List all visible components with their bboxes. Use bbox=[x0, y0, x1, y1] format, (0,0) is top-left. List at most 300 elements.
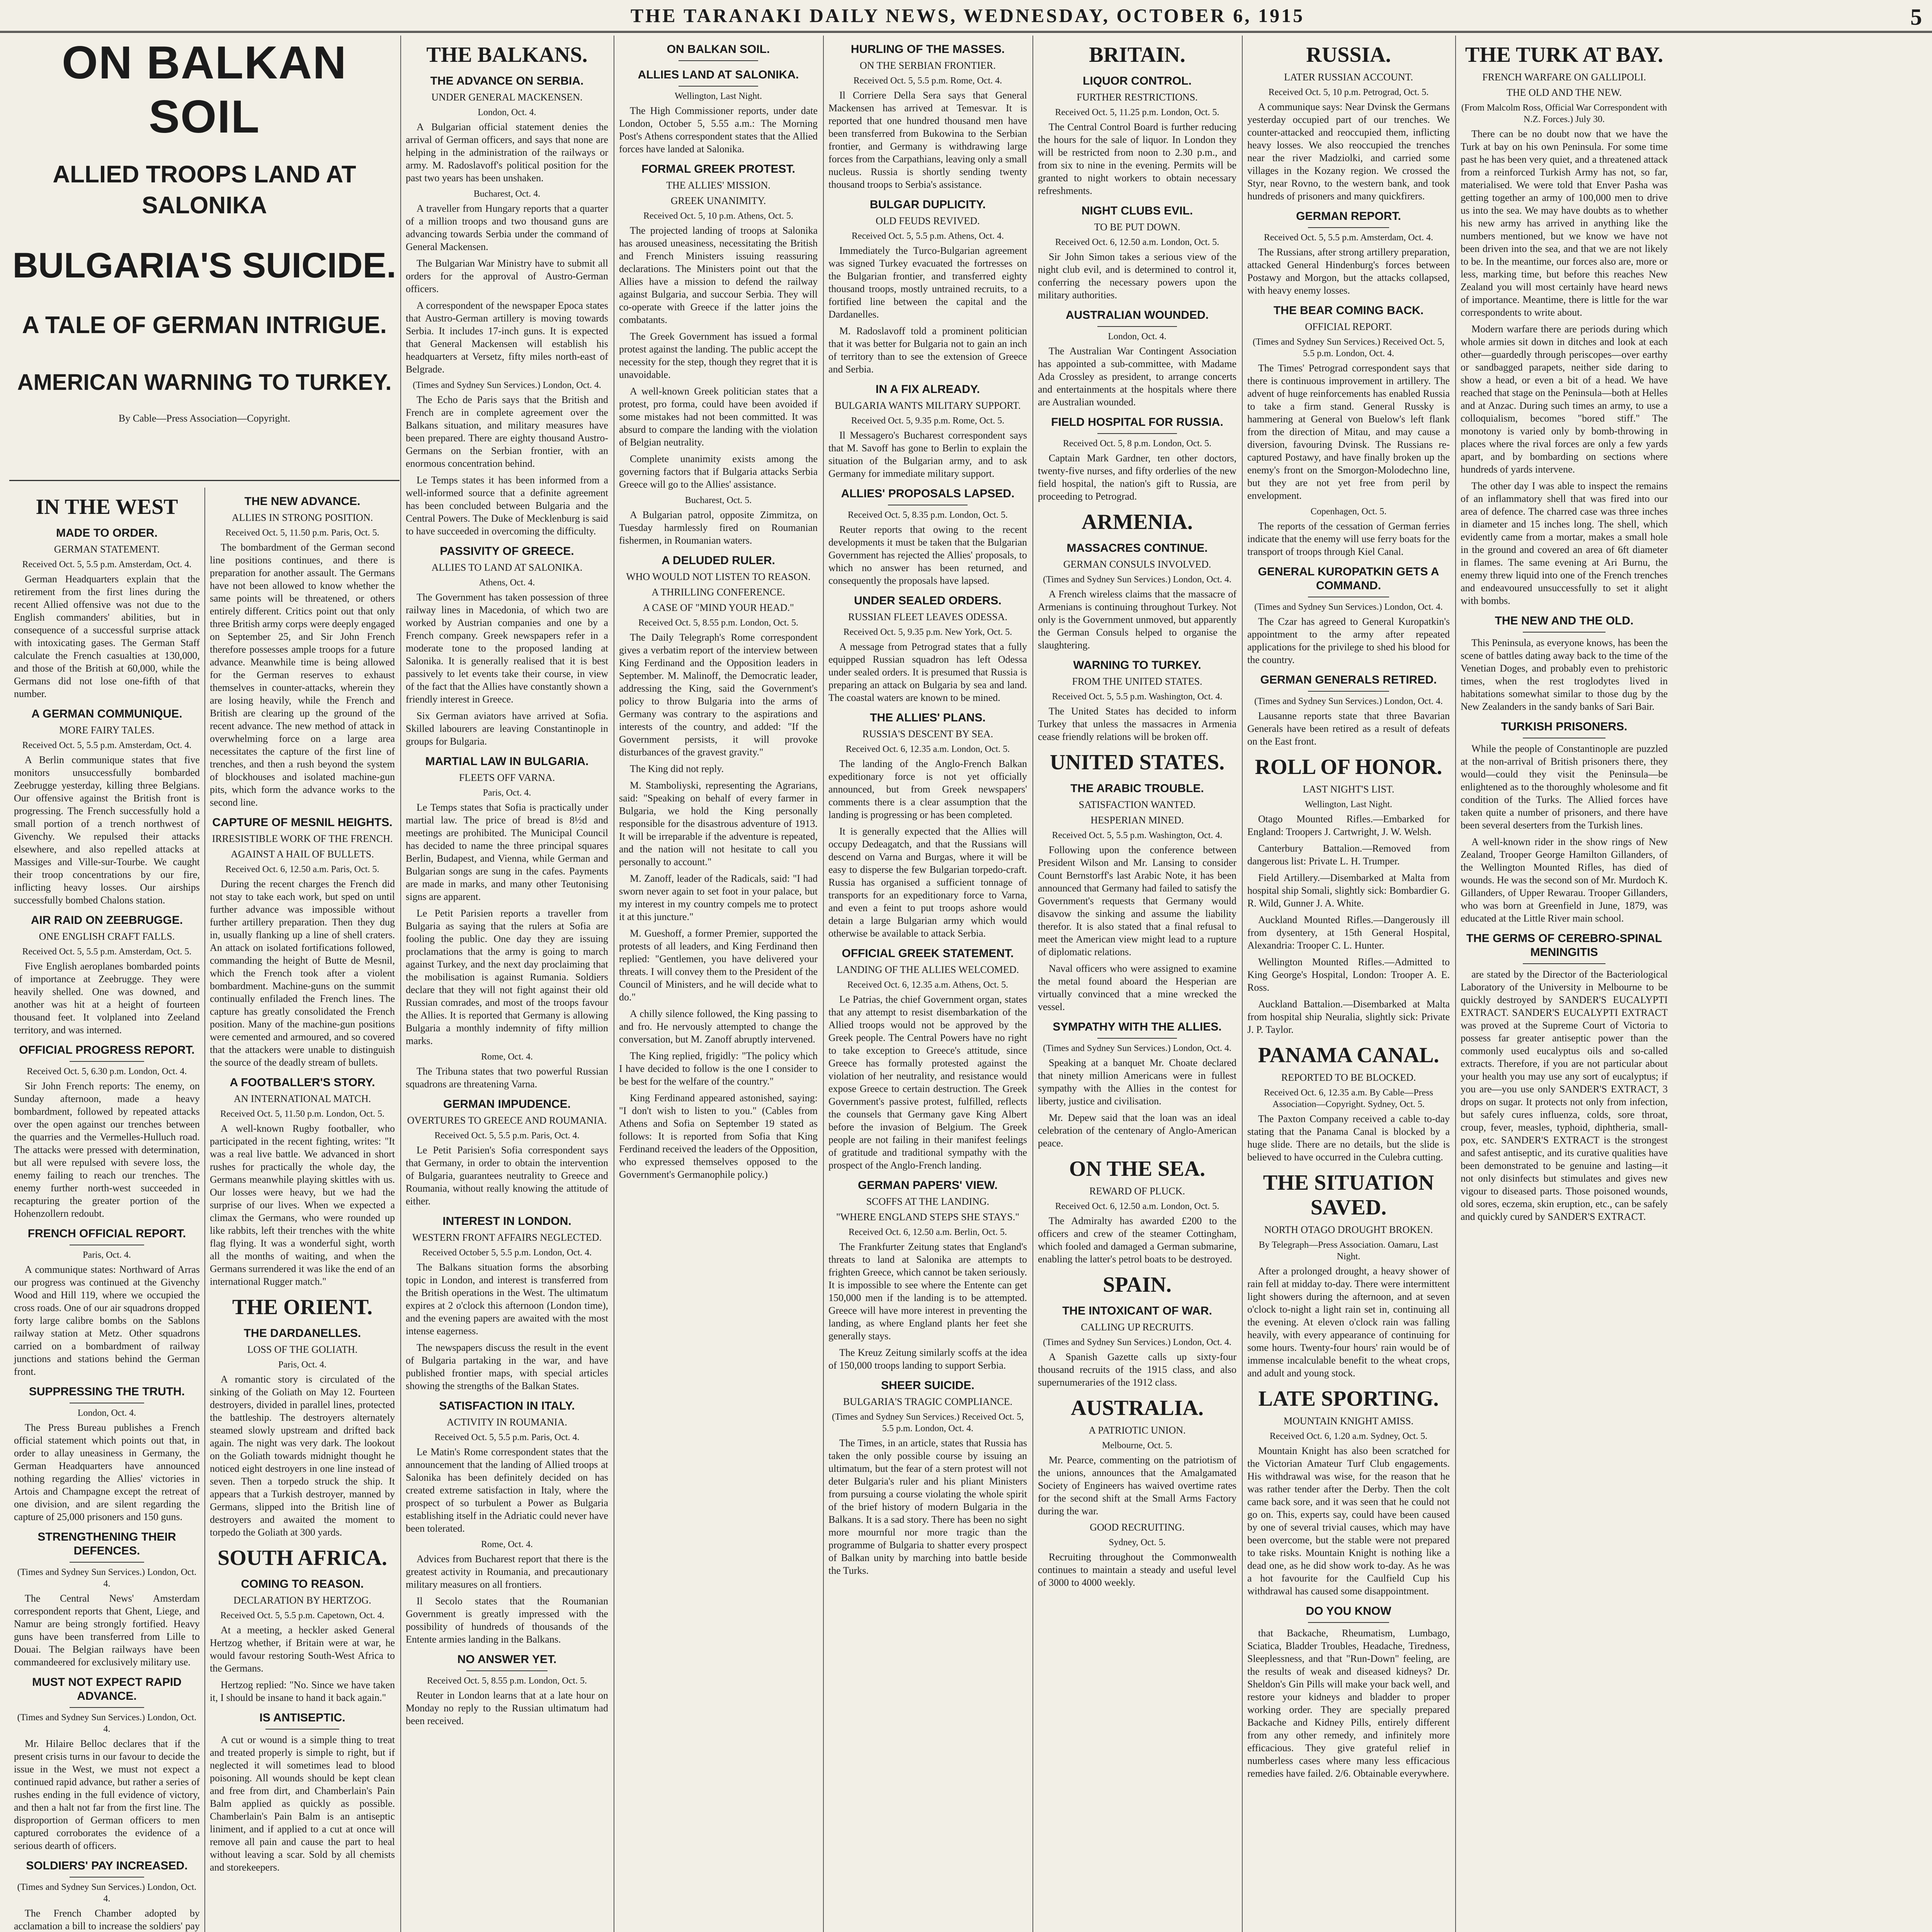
article-dateline: Received Oct. 5, 11.50 p.m. London, Oct. 5. bbox=[220, 1109, 385, 1119]
article-paragraph: King Ferdinand appeared astonished, saying: "I don't wish to listen to you." (Cables from Athens and Sofia on September 19 stated as follows: It is reported from Sofia that King Ferdinand received the leaders of the Opposition, who expressed themselves opposed to the Government's Germanophile policy.) bbox=[619, 1092, 818, 1180]
article-paragraph: Canterbury Battalion.—Removed from dangerous list: Private L. H. Trumper. bbox=[1247, 843, 1450, 867]
article-dateline: Sydney, Oct. 5. bbox=[1109, 1537, 1166, 1548]
article-subhead: RUSSIAN FLEET LEAVES ODESSA. bbox=[848, 611, 1008, 622]
article-headline: IN A FIX ALREADY. bbox=[875, 383, 980, 396]
article-headline: THE NEW AND THE OLD. bbox=[1495, 614, 1634, 627]
section-heading: SOUTH AFRICA. bbox=[218, 1546, 387, 1570]
article-dateline: By Telegraph—Press Association. Oamaru, Last Night. bbox=[1259, 1240, 1439, 1262]
article-paragraph: M. Stamboliyski, representing the Agrarians, said: "Speaking on behalf of every farmer in Bulgaria, we hold the King personally responsible for the disastrous adventure of 1913. It will be irreparable if the adventure is repeated, and the nation will not hesitate to call you personally to account." bbox=[619, 780, 818, 867]
article-headline: GERMAN GENERALS RETIRED. bbox=[1260, 673, 1437, 686]
lead-subhead-1: ALLIED TROOPS LAND AT SALONIKA bbox=[53, 161, 356, 219]
article-paragraph: The Paxton Company received a cable to-day stating that the Panama Canal is blocked by a huge slide. There are no details, but the slide is believed to have occurred in the Culebra cutting. bbox=[1247, 1113, 1450, 1163]
divider bbox=[70, 1562, 144, 1563]
divider bbox=[466, 1670, 548, 1671]
article-paragraph: Mr. Depew said that the loan was an ideal celebration of the centenary of Anglo-American peace. bbox=[1038, 1112, 1236, 1149]
article-headline: SHEER SUICIDE. bbox=[881, 1379, 975, 1392]
article-dateline: Received Oct. 6, 12.35 a.m. Athens, Oct. 5. bbox=[847, 980, 1009, 990]
article-subhead: OFFICIAL REPORT. bbox=[1305, 321, 1392, 332]
article-paragraph: German Headquarters explain that the retirement from the first lines during the recent Allied offensive was not due to the English commanders' abilities, but in consequence of a successful surprise attack with intoxicating gases. The German Staff calculate the French casualties at 130,000, and those of the British at 60,000, while the Germans did not lose one-fifth of that number. bbox=[14, 573, 200, 699]
article-paragraph: The other day I was able to inspect the remains of an inflammatory shell that was fired into our area of defence. The charred case was three inches in diameter and 15 inches long. The shell, which evidently came from a mortar, makes a small hole in the ground and covered an area of 6ft diameter in flames. The same evening at Ari Burnu, the enemy threw liquid into one of the French trenches and endeavoured unsuccessfully to set it alight with bombs. bbox=[1461, 480, 1668, 606]
section-heading: UNITED STATES. bbox=[1049, 750, 1225, 774]
article-dateline: Received Oct. 5, 11.25 p.m. London, Oct. 5. bbox=[1055, 107, 1219, 117]
article-headline: A DELUDED RULER. bbox=[662, 554, 775, 567]
article-dateline: Received October 5, 5.5 p.m. London, Oct. 4. bbox=[422, 1248, 592, 1258]
article-dateline: Received Oct. 5, 5.5 p.m. Washington, Oct. 4. bbox=[1052, 830, 1223, 840]
article-paragraph: A Bulgarian official statement denies the arrival of German officers, and says that none are helping in the administration of the railways or army. M. Radoslavoff's political position for the past two years has been unshaken. bbox=[406, 121, 608, 184]
article-dateline: Received Oct. 6, 12.35 a.m. London, Oct. 5. bbox=[845, 744, 1010, 754]
article-headline: IS ANTISEPTIC. bbox=[259, 1711, 345, 1724]
article-headline: A FOOTBALLER'S STORY. bbox=[230, 1076, 375, 1089]
article-paragraph: The Frankfurter Zeitung states that England's threats to land at Salonika are attempts to frighten Greece, which cannot be taken seriously. It is impossible to see where the Entente can get 150,000 men if the landing is to be attempted. Greece will have more interest in preventing the landing, as where England plants her feet she generally stays. bbox=[828, 1241, 1027, 1342]
divider bbox=[1097, 326, 1177, 327]
article-dateline: Received Oct. 5, 9.35 p.m. New York, Oct. 5. bbox=[843, 627, 1012, 637]
article-headline: FIELD HOSPITAL FOR RUSSIA. bbox=[1051, 416, 1223, 429]
article-subhead: THE ALLIES' MISSION. bbox=[666, 180, 770, 191]
article-headline: CAPTURE OF MESNIL HEIGHTS. bbox=[212, 816, 393, 829]
article-headline: GENERAL KUROPATKIN GETS A COMMAND. bbox=[1258, 565, 1439, 592]
article-dateline: Received Oct. 6, 12.50 a.m. London, Oct. 5. bbox=[1055, 237, 1219, 247]
article-subhead: SCOFFS AT THE LANDING. bbox=[866, 1196, 990, 1207]
article-dateline: Bucharest, Oct. 5. bbox=[685, 495, 752, 505]
section-heading: THE BALKANS. bbox=[426, 43, 588, 67]
article-headline: SYMPATHY WITH THE ALLIES. bbox=[1053, 1020, 1222, 1033]
article-subhead: GREEK UNANIMITY. bbox=[670, 195, 766, 206]
article-paragraph: The bombardment of the German second line positions continues, and there is preparation for another assault. The Germans have not been allowed to know whether the same points will be threatened, or others entirely different. Critics point out that only three British army corps were deeply engaged on September 25, and Sir John French therefore possesses ample troops for a future advance. Meanwhile time is being allowed for the German reserves to exhaust themselves in counter-attacks, wherein they are losing heavily, while the French and British are clearing up the ground of the recent advance. The new method of attack in overwhelming force on a large area necessitates the capture of the first line of trenches, and then a rush beyond the system of blockhouses and isolated machine-gun pits, which form the advance works to the second line. bbox=[210, 542, 395, 808]
article-paragraph: Le Patrias, the chief Government organ, states that any attempt to resist disembarkation of the Allied troops would not be approved by the Greek people. The Central Powers have no right to take exception to Greece's attitude, since Greece has formally protested against the violation of her neutrality, and resistance would expose Greece to certain destruction. The Greek Government's passive protest, fulfilled, reflects the counsels that Germany gave King Albert before the invasion of Belgium. The Greek people are not failing in their manifest feelings of gratitude and traditional sympathy with the prospect of the Anglo-French landing. bbox=[828, 994, 1027, 1171]
article-subhead: MORE FAIRY TALES. bbox=[59, 724, 155, 736]
article-paragraph: Speaking at a banquet Mr. Choate declared that ninety million Americans were in fullest sympathy with the Allies in the contest for liberty, justice and civilisation. bbox=[1038, 1057, 1236, 1107]
divider bbox=[1523, 963, 1605, 964]
article-paragraph: It is generally expected that the Allies will occupy Dedeagatch, and that the Russians will descend on Varna and Burgas, where it will be easy to disperse the few Bulgarian torpedo-craft. Russia has organised a sufficient tonnage of transports for an expeditionary force to Varna, and even a feint to put troops ashore would detain a large Bulgarian army which would otherwise be available to attack Serbia. bbox=[828, 826, 1027, 939]
article-dateline: Received Oct. 5, 5.5 p.m. Paris, Oct. 4. bbox=[434, 1131, 580, 1141]
article-subhead: REPORTED TO BE BLOCKED. bbox=[1281, 1072, 1416, 1083]
article-headline: A GERMAN COMMUNIQUE. bbox=[31, 707, 182, 720]
lead-byline: By Cable—Press Association—Copyright. bbox=[118, 413, 291, 424]
article-dateline: (From Malcolm Ross, Official War Correspondent with N.Z. Forces.) July 30. bbox=[1461, 103, 1667, 124]
article-subhead: DECLARATION BY HERTZOG. bbox=[233, 1595, 371, 1606]
divider bbox=[679, 86, 758, 87]
newspaper-page bbox=[9, 36, 1926, 1932]
article-subhead: ALLIES TO LAND AT SALONIKA. bbox=[431, 562, 583, 573]
article-dateline: Received Oct. 5, 9.35 p.m. Rome, Oct. 5. bbox=[851, 416, 1005, 426]
article-subhead: HESPERIAN MINED. bbox=[1090, 815, 1184, 826]
article-dateline: Paris, Oct. 4. bbox=[483, 788, 531, 798]
article-dateline: London, Oct. 4. bbox=[1108, 332, 1167, 342]
article-dateline: London, Oct. 4. bbox=[77, 1408, 136, 1418]
article-dateline: Received Oct. 5, 5.5 p.m. Amsterdam, Oct. 4. bbox=[22, 740, 192, 750]
article-subhead: MOUNTAIN KNIGHT AMISS. bbox=[1283, 1415, 1414, 1427]
article-paragraph: The King replied, frigidly: "The policy which I have decided to follow is the one I consider to be best for the welfare of the country." bbox=[619, 1050, 818, 1087]
article-paragraph: The King did not reply. bbox=[630, 763, 724, 774]
article-paragraph: Le Matin's Rome correspondent states that the announcement that the landing of Allied troops at Salonika has been definitely decided on has created extreme satisfaction in Italy, where the prospect of so turbulent a Power as Bulgaria establishing itself in the Adriatic could never have been tolerated. bbox=[406, 1446, 608, 1534]
article-dateline: Received Oct. 5, 5.5 p.m. Amsterdam, Oct. 5. bbox=[22, 947, 192, 957]
article-headline: LIQUOR CONTROL. bbox=[1083, 75, 1192, 87]
article-paragraph: Captain Mark Gardner, ten other doctors, twenty-five nurses, and fifty orderlies of the new field hospital, the nation's gift to Russia, are proceeding to Petrograd. bbox=[1038, 452, 1236, 502]
article-subhead: CALLING UP RECRUITS. bbox=[1081, 1321, 1194, 1333]
column-1 bbox=[9, 488, 204, 1932]
article-subhead: GERMAN CONSULS INVOLVED. bbox=[1063, 559, 1211, 570]
article-paragraph: There can be no doubt now that we have the Turk at bay on his own Peninsula. For some time past he has been very quiet, and a threatened attack from a reinforced Turkish Army has not, so far, materialised. We were told that Enver Pasha was getting together an army of 100,000 men to drive us into the sea. We may have doubts as to whether his new army has arrived in anything like the numbers mentioned, but we know we have not been driven into the sea, and that we are not likely to be. In the meantime, our forces also are, more or less, marking time, but before this reaches New Zealand you will most certainly have heard news of importance. Meantime, there is little for the war correspondents to write about. bbox=[1461, 128, 1668, 318]
article-paragraph: The Press Bureau publishes a French official statement which points out that, in order to allay uneasiness in Germany, the German Headquarters have announced nothing regarding the Allies' victories in Artois and Champagne except the retreat of one division, and are silent regarding the capture of 25,000 prisoners and 150 guns. bbox=[14, 1422, 200, 1522]
article-headline: ALLIES' PROPOSALS LAPSED. bbox=[841, 487, 1015, 500]
divider bbox=[679, 60, 758, 61]
article-paragraph: Reuter reports that owing to the recent developments it must be taken that the Bulgarian Government has rejected the Allies' proposals, to which no answer has been returned, and consequently the proposals have lapsed. bbox=[828, 524, 1027, 586]
article-paragraph: The Admiralty has awarded £200 to the officers and crew of the steamer Cottingham, which fooled and damaged a German submarine, enabling the latter's petrol boats to be destroyed. bbox=[1038, 1215, 1236, 1265]
article-subhead: LATER RUSSIAN ACCOUNT. bbox=[1284, 71, 1413, 83]
article-paragraph: A communique states: Northward of Arras our progress was continued at the Givenchy Wood and Hill 119, where we occupied the cross roads. One of our air squadrons dropped forty large calibre bombs on the Sablons railway station at Metz. Other squadrons carried on a bombardment of railway junctions and stations behind the German front. bbox=[14, 1264, 200, 1377]
article-headline: DO YOU KNOW bbox=[1306, 1605, 1391, 1617]
article-dateline: Wellington, Last Night. bbox=[674, 91, 762, 101]
article-paragraph: The Tribuna states that two powerful Russian squadrons are threatening Varna. bbox=[406, 1066, 608, 1090]
article-paragraph: This Peninsula, as everyone knows, has been the scene of battles dating away back to the time of the Venetian Doges, and probably even to prehistoric times, when the rest troglodytes lived in habitations somewhat similar to those dug by the New Zealanders in the sandy banks of Sari Bair. bbox=[1461, 637, 1668, 712]
article-dateline: Received Oct. 6, 12.50 a.m. Paris, Oct. 5. bbox=[225, 864, 379, 874]
article-headline: COMING TO REASON. bbox=[241, 1578, 364, 1590]
article-paragraph: Immediately the Turco-Bulgarian agreement was signed Turkey evacuated the fortresses on the Bulgarian frontier, and transferred eighty thousand troops, mostly untrained recruits, to a fortified line between the capital and the Dardanelles. bbox=[828, 245, 1027, 320]
article-dateline: (Times and Sydney Sun Services.) London, Oct. 4. bbox=[1043, 575, 1231, 585]
masthead-title: THE TARANAKI DAILY NEWS, WEDNESDAY, OCTOBER 6, 1915 bbox=[630, 5, 1305, 26]
article-subhead: GERMAN STATEMENT. bbox=[54, 544, 160, 555]
article-dateline: Received Oct. 5, 11.50 p.m. Paris, Oct. 5. bbox=[225, 528, 379, 538]
article-dateline: Received Oct. 5, 5.5 p.m. Washington, Oct. 4. bbox=[1052, 692, 1223, 702]
lead-headline: ON BALKAN SOIL bbox=[62, 37, 347, 143]
article-dateline: (Times and Sydney Sun Services.) London, Oct. 4. bbox=[1254, 696, 1443, 706]
article-paragraph: Le Petit Parisien reports a traveller from Bulgaria as saying that the rulers at Sofia are fooling the public. One day they are issuing proclamations that the army is going to march against Turkey, and the next day proclaiming that the mobilisation is against Rumania. Soldiers declare that they will not fight against their old Russian comrades, and most of the troops favour the Allies. It is reported that Germany is allowing Bulgaria a monthly indemnity of fifty million marks. bbox=[406, 908, 608, 1046]
article-dateline: (Times and Sydney Sun Services.) London, Oct. 4. bbox=[1043, 1337, 1231, 1347]
section-heading: SPAIN. bbox=[1103, 1273, 1172, 1297]
article-dateline: Rome, Oct. 4. bbox=[481, 1052, 533, 1062]
article-headline: SOLDIERS' PAY INCREASED. bbox=[26, 1859, 188, 1872]
divider bbox=[1308, 691, 1389, 692]
article-subhead: OVERTURES TO GREECE AND ROUMANIA. bbox=[407, 1115, 607, 1126]
article-paragraph: Reuter in London learns that at a late hour on Monday no reply to the Russian ultimatum had been received. bbox=[406, 1690, 608, 1726]
section-heading: ROLL OF HONOR. bbox=[1255, 755, 1442, 779]
article-dateline: Received Oct. 5, 5.5 p.m. Paris, Oct. 4. bbox=[434, 1432, 580, 1442]
article-subhead: ON THE SERBIAN FRONTIER. bbox=[860, 60, 996, 71]
article-paragraph: Mr. Hilaire Belloc declares that if the present crisis turns in our favour to decide the issue in the West, we must not expect a continued rapid advance, but rather a series of rushes ending in the full evidence of victory, and then a halt not far from the first line. The disproportion of German officers to men captured corroborates the evidence of a serious dearth of officers. bbox=[14, 1738, 200, 1851]
article-paragraph: M. Radoslavoff told a prominent politician that it was better for Bulgaria not to gain an inch of territory than to see the extension of Greece and Serbia. bbox=[828, 325, 1027, 375]
article-paragraph: A well-known Rugby footballer, who participated in the recent fighting, writes: "It was a real live battle. We advanced in short rushes for practically the whole day, the Germans meanwhile playing skittles with us. Our losses were heavy, but we had the surprise of our lives. When we expected a climax the Germans, who were rounded up like rabbits, left their trenches with the white flag flying. It was a wonderful sight, worth all the months of waiting, and when the Germans surrendered it was like the end of an international Rugger match." bbox=[210, 1123, 395, 1287]
article-dateline: Bucharest, Oct. 4. bbox=[473, 189, 541, 199]
article-paragraph: A chilly silence followed, the King passing to and fro. He nervously attempted to change the conversation, but M. Zanoff abruptly intervened. bbox=[619, 1008, 818, 1045]
article-paragraph: Le Petit Parisien's Sofia correspondent says that Germany, in order to obtain the intervention of Bulgaria, guarantees neutrality to Greece and Roumania, without really knowing the attitude of either. bbox=[406, 1145, 608, 1207]
article-subhead: THE OLD AND THE NEW. bbox=[1506, 87, 1622, 98]
section-heading: IN THE WEST bbox=[36, 495, 178, 519]
article-paragraph: A well-known Greek politician states that a protest, pro forma, could have been avoided if some mistakes had not been committed. It was absurd to compare the landing with the violation of Belgian neutrality. bbox=[619, 386, 818, 448]
article-paragraph: Following upon the conference between President Wilson and Mr. Lansing to consider Count Bernstorff's last Arabic Note, it has been announced that Germany had failed to satisfy the Government's requests that Germany would disavow the sinking and assume the liability therefor. It is also stated that a final refusal to meet the American view might lead to a rupture of diplomatic relations. bbox=[1038, 844, 1236, 957]
article-dateline: Received Oct. 5, 5.5 p.m. Capetown, Oct. 4. bbox=[220, 1611, 384, 1621]
article-subhead: FROM THE UNITED STATES. bbox=[1072, 676, 1202, 687]
article-headline: AUSTRALIAN WOUNDED. bbox=[1066, 309, 1209, 321]
article-paragraph: The Times' Petrograd correspondent says that there is continuous improvement in artillery. The advent of huge reinforcements has enabled Russia to take a firm stand. General Russky is hammering at General von Buelow's left flank from the direction of Mitau, and may cause a diversion, favouring Dvinsk. The Russians re-captured Postawy, and have finally broken up the enemy's front on the Smorgon-Molodechno line, but they are not yet free from peril by envelopment. bbox=[1247, 362, 1450, 501]
article-subhead: IRRESISTIBLE WORK OF THE FRENCH. bbox=[212, 833, 393, 844]
article-paragraph: Il Secolo states that the Roumanian Government is greatly impressed with the possibility of hundreds of thousands of the Entente armies landing in the Balkans. bbox=[406, 1595, 608, 1645]
section-heading: LATE SPORTING. bbox=[1258, 1387, 1439, 1411]
divider bbox=[1097, 433, 1177, 434]
article-subhead: BULGARIA WANTS MILITARY SUPPORT. bbox=[835, 400, 1021, 411]
article-headline: GERMAN PAPERS' VIEW. bbox=[858, 1179, 998, 1192]
article-subhead: REWARD OF PLUCK. bbox=[1089, 1185, 1185, 1197]
article-dateline: Received Oct. 5, 10 p.m. Athens, Oct. 5. bbox=[643, 211, 793, 221]
section-heading: RUSSIA. bbox=[1306, 43, 1391, 67]
article-paragraph: are stated by the Director of the Bacteriological Laboratory of the University in Melbourne to be quickly destroyed by SANDER'S EUCALYPTI EXTRACT. SANDER'S EUCALYPTI EXTRACT was proved at the Supreme Court of Victoria to possess far greater antiseptic power than the commonly used eucalyptus oils and so-called extracts. Therefore, if you are not particular about your health you may use any sort of eucalyptus; if you are—you use only SANDER'S EXTRACT, 3 drops on sugar. It protects not only from infection, but safely cures influenza, colds, sore throat, croup, fever, measles, typhoid, diphtheria, small-pox, etc. SANDER'S EXTRACT is the strongest and safest antiseptic, and its curative qualities have been demonstrated to be genuine and lasting—it not only disinfects but stimulates and gives new vigour to diseased parts. Those poisoned wounds, old sores, eczema, skin eruption, etc., can be safely and quickly cured by SANDER'S EXTRACT. bbox=[1461, 969, 1668, 1222]
article-headline: THE NEW ADVANCE. bbox=[244, 495, 361, 508]
article-headline: ON BALKAN SOIL. bbox=[667, 43, 770, 56]
article-paragraph: The Times, in an article, states that Russia has taken the only possible course by issuing an ultimatum, but the fear of a stern protest will not deter Bulgaria's ruler and his pliant Ministers from pursuing a course violating the whole spirit of the brief history of modern Bulgaria in the Balkans. It is a sad story. There has been no sight more mournful nor more tragic than the programme of Bulgaria to shatter every prospect of Balkan unity by marching into battle beside the Turks. bbox=[828, 1437, 1027, 1576]
article-paragraph: Naval officers who were assigned to examine the metal found aboard the Hesperian are virtually convinced that a mine wrecked the vessel. bbox=[1038, 963, 1236, 1012]
article-dateline: (Times and Sydney Sun Services.) London, Oct. 4. bbox=[17, 1567, 197, 1589]
column-3 bbox=[401, 36, 613, 1932]
article-paragraph: A romantic story is circulated of the sinking of the Goliath on May 12. Fourteen destroyers, divided in parallel lines, protected the battleship. The destroyers alternately steamed slowly upstream and drifted back again. The night was very dark. The lookout on the Goliath towards midnight thought he noticed eight destroyers in one line instead of seven. Then a torpedo struck the ship. It appears that a Turkish destroyer, manned by Germans, slipped into the British line of destroyers and awaited the moment to torpedo the Goliath at 300 yards. bbox=[210, 1374, 395, 1538]
article-paragraph: A Bulgarian patrol, opposite Zimmitza, on Tuesday harmlessly fired on Roumanian fishermen, in Roumanian waters. bbox=[619, 509, 818, 546]
article-paragraph: Auckland Battalion.—Disembarked at Malta from hospital ship Neuralia, slightly sick: Private J. P. Taylor. bbox=[1247, 998, 1450, 1035]
article-paragraph: The Daily Telegraph's Rome correspondent gives a verbatim report of the interview between King Ferdinand and the Opposition leaders in September. M. Malinoff, the Democratic leader, addressing the King, said the Government's policy to throw Bulgaria into the arms of Germany was contrary to the aspirations and interests of the country, and added: "If the Government persists, it will provoke disturbances of the gravest gravity." bbox=[619, 632, 818, 758]
article-headline: NIGHT CLUBS EVIL. bbox=[1081, 204, 1193, 217]
article-paragraph: Field Artillery.—Disembarked at Malta from hospital ship Somali, slightly sick: Bombardier G. R. Wild, Gunner J. A. White. bbox=[1247, 872, 1450, 909]
column-8 bbox=[1456, 36, 1672, 1932]
article-paragraph: A correspondent of the newspaper Epoca states that Austro-German artillery is moving towards Serbia. It includes 17-inch guns. It is expected that General Mackensen will establish his headquarters at Versetz, fifty miles north-east of Belgrade. bbox=[406, 300, 608, 375]
section-heading: ARMENIA. bbox=[1082, 510, 1193, 534]
article-paragraph: Le Temps states it has been informed from a well-informed source that a definite agreement has been concluded between Bulgaria and the Central Powers. The Duke of Mecklenburg is said to have succeeded in overcoming the difficulty. bbox=[406, 474, 608, 537]
article-headline: FORMAL GREEK PROTEST. bbox=[641, 163, 795, 175]
article-subhead: A THRILLING CONFERENCE. bbox=[651, 587, 785, 598]
article-paragraph: The Bulgarian War Ministry have to submit all orders for the approval of Austro-German officers. bbox=[406, 258, 608, 294]
article-dateline: Received Oct. 5, 8.35 p.m. London, Oct. 5. bbox=[848, 510, 1008, 520]
article-headline: SUPPRESSING THE TRUTH. bbox=[29, 1385, 185, 1398]
masthead bbox=[0, 0, 1932, 33]
article-paragraph: The Australian War Contingent Association has appointed a sub-committee, with Madame Ada Crossley as president, to arrange concerts and entertainments at the hospitals where there are Australian wounded. bbox=[1038, 345, 1236, 408]
article-dateline: Wellington, Last Night. bbox=[1304, 799, 1393, 810]
article-subhead: A PATRIOTIC UNION. bbox=[1088, 1425, 1186, 1436]
divider bbox=[1308, 1622, 1389, 1623]
article-headline: OFFICIAL PROGRESS REPORT. bbox=[19, 1044, 195, 1056]
article-paragraph: Complete unanimity exists among the governing factors that if Bulgaria attacks Serbia Greece will go to the Allies' assistance. bbox=[619, 453, 818, 490]
article-headline: MUST NOT EXPECT RAPID ADVANCE. bbox=[32, 1676, 182, 1702]
article-dateline: Received Oct. 5, 5.5 p.m. Athens, Oct. 4. bbox=[852, 231, 1004, 241]
article-paragraph: Mr. Pearce, commenting on the patriotism of the unions, announces that the Amalgamated Society of Engineers has waived overtime rates for the second shift at the Small Arms Factory during the war. bbox=[1038, 1454, 1236, 1517]
article-dateline: (Times and Sydney Sun Services.) London, Oct. 4. bbox=[17, 1882, 197, 1904]
article-headline: PASSIVITY OF GREECE. bbox=[440, 545, 574, 558]
article-paragraph: Auckland Mounted Rifles.—Dangerously ill from dysentery, at 15th General Hospital, Alexandria: Trooper C. L. Hunter. bbox=[1247, 914, 1450, 951]
article-dateline: Received Oct. 6, 12.35 a.m. By Cable—Press Association—Copyright. Sydney, Oct. 5. bbox=[1264, 1088, 1433, 1109]
article-subhead: WESTERN FRONT AFFAIRS NEGLECTED. bbox=[412, 1232, 602, 1243]
article-paragraph: Five English aeroplanes bombarded points of importance at Zeebrugge. They were heavily shelled. One was downed, and another was hit at a height of fourteen thousand feet. It volplaned into Zeeland territory, and was interned. bbox=[14, 961, 200, 1036]
article-subhead: LOSS OF THE GOLIATH. bbox=[247, 1344, 358, 1355]
article-headline: INTEREST IN LONDON. bbox=[442, 1215, 571, 1228]
divider bbox=[1308, 227, 1389, 228]
article-paragraph: The Balkans situation forms the absorbing topic in London, and interest is transferred from the British operations in the West. The ultimatum expires at 2 o'clock this afternoon (London time), and the evening papers are awaited with the most intense eagerness. bbox=[406, 1262, 608, 1337]
section-heading: BRITAIN. bbox=[1089, 43, 1185, 67]
article-dateline: Received Oct. 6, 12.50 a.m. Berlin, Oct. 5. bbox=[849, 1227, 1007, 1237]
article-dateline: Received Oct. 5, 10 p.m. Petrograd, Oct. 5. bbox=[1268, 87, 1429, 97]
section-heading: AUSTRALIA. bbox=[1071, 1396, 1204, 1420]
article-dateline: Received Oct. 5, 8 p.m. London, Oct. 5. bbox=[1063, 439, 1211, 449]
column-5 bbox=[824, 36, 1032, 1932]
article-headline: OFFICIAL GREEK STATEMENT. bbox=[842, 947, 1014, 960]
article-headline: MARTIAL LAW IN BULGARIA. bbox=[425, 755, 589, 768]
article-headline: THE BEAR COMING BACK. bbox=[1273, 304, 1424, 317]
lead-subhead-2: BULGARIA'S SUICIDE. bbox=[12, 246, 396, 285]
article-dateline: Received Oct. 5, 8.55 p.m. London, Oct. 5. bbox=[638, 618, 798, 628]
article-headline: ALLIES LAND AT SALONIKA. bbox=[638, 68, 799, 81]
article-paragraph: The reports of the cessation of German ferries indicate that the enemy will use ferry boats for the transport of troops through Kiel Canal. bbox=[1247, 520, 1450, 557]
article-dateline: (Times and Sydney Sun Services.) London, Oct. 4. bbox=[413, 380, 601, 390]
article-paragraph: A traveller from Hungary reports that a quarter of a million troops and two thousand guns are advancing towards Serbia under the command of General Mackensen. bbox=[406, 203, 608, 252]
article-headline: STRENGTHENING THEIR DEFENCES. bbox=[37, 1531, 176, 1557]
article-dateline: Rome, Oct. 4. bbox=[481, 1539, 533, 1549]
article-paragraph: Otago Mounted Rifles.—Embarked for England: Troopers J. Cartwright, J. W. Welsh. bbox=[1247, 813, 1450, 837]
article-dateline: (Times and Sydney Sun Services.) London, Oct. 4. bbox=[1043, 1043, 1231, 1053]
article-paragraph: A cut or wound is a simple thing to treat and treated properly is simple to right, but if neglected it will sometimes lead to blood poisoning. All wounds should be kept clean and free from dirt, and Chamberlain's Pain Balm applied as quickly as possible. Chamberlain's Pain Balm is an antiseptic liniment, and if applied to a cut at once will remove all pain and cause the part to heal without leaving a scar. Sold by all chemists and storekeepers. bbox=[210, 1734, 395, 1873]
lead-subhead-4: AMERICAN WARNING TO TURKEY. bbox=[17, 370, 392, 395]
article-headline: AIR RAID ON ZEEBRUGGE. bbox=[31, 914, 183, 927]
article-paragraph: A well-known rider in the show rings of New Zealand, Trooper George Hamilton Gillanders, of the Wellington Mounted Rifles, has died of wounds. He was the second son of Mr. Murdoch K. Gillanders, of Upper Rewarau. Trooper Gillanders, who was born at Greenfield in June, 1879, was educated at the Little River main school. bbox=[1461, 836, 1668, 924]
article-paragraph: Il Corriere Della Sera says that General Mackensen has arrived at Temesvar. It is reported that one hundred thousand men have been transferred from Bukowina to the Serbian frontier, and Germany is withdrawing large forces from the Carpathians, leaving only a small nucleus. Russia is shortly sending twenty thousand troops to Serbia's assistance. bbox=[828, 90, 1027, 190]
article-headline: FRENCH OFFICIAL REPORT. bbox=[27, 1227, 186, 1240]
article-headline: THE INTOXICANT OF WAR. bbox=[1062, 1304, 1212, 1317]
lead-headline-block bbox=[9, 36, 400, 481]
divider bbox=[70, 1877, 144, 1878]
article-subhead: AN INTERNATIONAL MATCH. bbox=[233, 1093, 371, 1104]
article-headline: THE GERMS OF CEREBRO-SPINAL MENINGITIS bbox=[1466, 932, 1662, 959]
article-paragraph: Sir John French reports: The enemy, on Sunday afternoon, made a heavy bombardment, followed by repeated attacks over the open against our trenches between the quarries and the Vermelles-Hulluch road. The attacks were pressed with determination, but all were repulsed with severe loss, the enemy failing to reach our trenches. The enemy further north-west succeeded in recapturing the greater portion of the Hohenzollern redoubt. bbox=[14, 1080, 200, 1219]
article-paragraph: Hertzog replied: "No. Since we have taken it, I should be insane to hand it back again." bbox=[210, 1679, 395, 1703]
column-4 bbox=[614, 36, 822, 1932]
divider bbox=[70, 1707, 144, 1708]
article-headline: BULGAR DUPLICITY. bbox=[870, 198, 986, 211]
article-paragraph: Recruiting throughout the Commonwealth continues to maintain a steady and useful level of 3000 to 4000 weekly. bbox=[1038, 1551, 1236, 1588]
article-paragraph: Modern warfare there are periods during which whole armies sit down in ditches and look at each other—guardedly through periscopes—over earthy or sandbagged parapets, neither side daring to show a head, or even a bit of a head. We have reached that stage on the Peninsula—both at Helles and at Anzac. During such times an army, to use a colloquialism, becomes "bored stiff." The monotony is varied only by bomb-throwing in places where the rival forces are only a few yards apart, and by bombarding on sections where hundreds of yards intervene. bbox=[1461, 323, 1668, 475]
article-paragraph: A communique says: Near Dvinsk the Germans yesterday occupied part of our trenches. We counter-attacked and reoccupied them, inflicting heavy losses. We also reoccupied the trenches near the river Madziolki, and carried some villages in the Kozany region. We crossed the Styr, near Rovno, to the western bank, and took hundreds of prisoners and many quickfirers. bbox=[1247, 101, 1450, 202]
divider bbox=[70, 1061, 144, 1062]
article-paragraph: that Backache, Rheumatism, Lumbago, Sciatica, Bladder Troubles, Headache, Tiredness, Sleeplessness, and that "Run-Down" feeling, are the results of weak and diseased kidneys? Dr. Sheldon's Gin Pills will make your back well, and restore your kidneys and bladder to proper working order. They are specially prepared Backache and Kidney Pills, entirely different from any other remedy, and infinitely more efficacious. They give grateful relief in numberless cases where many less efficacious remedies have failed. 2/6. Obtainable everywhere. bbox=[1247, 1628, 1450, 1779]
article-subhead: WHO WOULD NOT LISTEN TO REASON. bbox=[626, 571, 811, 582]
article-paragraph: M. Zanoff, leader of the Radicals, said: "I had sworn never again to set foot in your palace, but my interest in my country compels me to protect it at this juncture." bbox=[619, 873, 818, 922]
article-headline: NO ANSWER YET. bbox=[457, 1653, 557, 1666]
article-paragraph: The United States has decided to inform Turkey that unless the massacres in Armenia cease friendly relations will be broken off. bbox=[1038, 706, 1236, 742]
lead-subhead-3: A TALE OF GERMAN INTRIGUE. bbox=[22, 312, 387, 338]
article-dateline: London, Oct. 4. bbox=[478, 107, 536, 117]
divider bbox=[265, 1729, 340, 1730]
article-headline: TURKISH PRISONERS. bbox=[1501, 720, 1628, 733]
article-paragraph: A Spanish Gazette calls up sixty-four thousand recruits of the 1915 class, and also supernumeraries of the 1912 class. bbox=[1038, 1351, 1236, 1388]
article-subhead: GOOD RECRUITING. bbox=[1090, 1522, 1185, 1533]
article-paragraph: The Central News' Amsterdam correspondent reports that Ghent, Liege, and Namur are being strongly fortified. Heavy guns have been transferred from Lille to Douai. The Belgian railways have been commandeered for exclusively military use. bbox=[14, 1593, 200, 1668]
page-number: 5 bbox=[1910, 4, 1922, 30]
article-paragraph: The Greek Government has issued a formal protest against the landing. The public accept the necessity for the step, though they regret that it is unavoidable. bbox=[619, 331, 818, 380]
article-headline: UNDER SEALED ORDERS. bbox=[854, 594, 1002, 607]
article-dateline: Copenhagen, Oct. 5. bbox=[1310, 507, 1387, 517]
article-subhead: ACTIVITY IN ROUMANIA. bbox=[447, 1417, 567, 1428]
article-paragraph: The High Commissioner reports, under date London, October 5, 5.55 a.m.: The Morning Post's Athens correspondent states that the Allied forces have landed at Salonika. bbox=[619, 105, 818, 155]
article-paragraph: Advices from Bucharest report that there is the greatest activity in Roumania, and precautionary military measures on all frontiers. bbox=[406, 1553, 608, 1590]
article-subhead: FRENCH WARFARE ON GALLIPOLI. bbox=[1482, 71, 1646, 83]
article-subhead: LAST NIGHT'S LIST. bbox=[1303, 784, 1395, 795]
article-dateline: Received Oct. 5, 6.30 p.m. London, Oct. 4. bbox=[27, 1066, 187, 1077]
article-paragraph: The Czar has agreed to General Kuropatkin's appointment to the army after repeated applications for the privilege to shed his blood for the country. bbox=[1247, 616, 1450, 665]
article-headline: THE ALLIES' PLANS. bbox=[870, 711, 986, 724]
article-paragraph: Wellington Mounted Rifles.—Admitted to King George's Hospital, London: Trooper A. E. Ross. bbox=[1247, 956, 1450, 993]
column-7 bbox=[1243, 36, 1454, 1932]
article-subhead: FURTHER RESTRICTIONS. bbox=[1077, 92, 1198, 103]
article-dateline: Paris, Oct. 4. bbox=[83, 1250, 131, 1260]
article-subhead: "WHERE ENGLAND STEPS SHE STAYS." bbox=[836, 1211, 1019, 1223]
article-subhead: TO BE PUT DOWN. bbox=[1094, 221, 1180, 233]
article-dateline: (Times and Sydney Sun Services.) Received Oct. 5, 5.5 p.m. London, Oct. 4. bbox=[1252, 337, 1445, 359]
section-heading: THE TURK AT BAY. bbox=[1465, 43, 1663, 67]
article-paragraph: M. Gueshoff, a former Premier, supported the protests of all leaders, and King Ferdinand then replied: "Gentlemen, you have delivered your threats. I will convey them to the President of the Council of Ministers, and he will decide what to do." bbox=[619, 928, 818, 1003]
article-headline: WARNING TO TURKEY. bbox=[1073, 659, 1201, 672]
article-dateline: Received Oct. 5, 5.5 p.m. Amsterdam, Oct. 4. bbox=[22, 560, 192, 570]
article-headline: SATISFACTION IN ITALY. bbox=[439, 1400, 575, 1412]
article-headline: THE ADVANCE ON SERBIA. bbox=[430, 75, 584, 87]
article-dateline: Athens, Oct. 4. bbox=[479, 578, 535, 588]
article-headline: THE ARABIC TROUBLE. bbox=[1070, 782, 1204, 795]
article-paragraph: A Berlin communique states that five monitors unsuccessfully bombarded Zeebrugge yesterday, killing three Belgians. Our offensive against the British front is progressing. The French successfully hold a small portion of a trench northwest of Givenchy. We repulsed their attacks elsewhere, and also repelled attacks at Massiges and Ville-sur-Tourbe. We caught their troop concentrations by our fire, inflicting heavy losses. Our airships successfully bombed Chalons station. bbox=[14, 754, 200, 906]
article-paragraph: The Government has taken possession of three railway lines in Macedonia, of which two are worked by Austrian companies and one by a French company. Greek newspapers refer in a moderate tone to the proposed landing at Salonika. It is generally realised that it is best passively to let events take their course, in view of the fact that the Allies have constantly shown a friendly interest in Greece. bbox=[406, 592, 608, 705]
section-heading: PANAMA CANAL. bbox=[1258, 1043, 1439, 1067]
divider bbox=[1097, 1038, 1177, 1039]
article-subhead: A CASE OF "MIND YOUR HEAD." bbox=[643, 602, 794, 613]
article-headline: GERMAN REPORT. bbox=[1296, 210, 1401, 223]
article-dateline: (Times and Sydney Sun Services.) Received Oct. 5, 5.5 p.m. London, Oct. 4. bbox=[832, 1412, 1024, 1434]
article-headline: MADE TO ORDER. bbox=[56, 527, 158, 539]
article-headline: HURLING OF THE MASSES. bbox=[850, 43, 1005, 56]
article-dateline: Paris, Oct. 4. bbox=[278, 1360, 327, 1370]
article-paragraph: The French Chamber adopted by acclamation a bill to increase the soldiers' pay bbox=[14, 1908, 200, 1932]
column-2 bbox=[205, 488, 400, 1932]
section-heading: THE ORIENT. bbox=[232, 1295, 373, 1319]
article-paragraph: Sir John Simon takes a serious view of the night club evil, and is determined to control it, conferring the necessary powers upon the military authorities. bbox=[1038, 251, 1236, 301]
article-subhead: SATISFACTION WANTED. bbox=[1078, 799, 1196, 810]
section-heading: THE SITUATION SAVED. bbox=[1263, 1171, 1434, 1219]
article-paragraph: During the recent charges the French did not stay to take each work, but sped on until further advance was impossible without further artillery preparation. Then they dug in, usually flanking up a line of shell craters. An attack on isolated fortifications followed, commanding the height of Butte de Mesnil, which the French took after a violent bombardment. Machine-guns on the summit continually enfiladed the French lines. The capture has greatly consolidated the French position. Many of the machine-gun positions were cemented and armoured, and so covered that the attackers were unable to distinguish the source of the deadly stream of bullets. bbox=[210, 878, 395, 1068]
article-paragraph: A French wireless claims that the massacre of Armenians is continuing throughout Turkey. Not only is the Government unmoved, but apparently the German Consuls helped to organise the slaughtering. bbox=[1038, 588, 1236, 651]
article-subhead: ONE ENGLISH CRAFT FALLS. bbox=[39, 931, 175, 942]
article-headline: MASSACRES CONTINUE. bbox=[1066, 542, 1208, 554]
article-dateline: Received Oct. 6, 1.20 a.m. Sydney, Oct. 5. bbox=[1269, 1431, 1428, 1441]
article-paragraph: The Russians, after strong artillery preparation, attacked General Hindenburg's forces between Postawy and Morgon, but the attacks collapsed, with heavy enemy losses. bbox=[1247, 247, 1450, 296]
article-subhead: RUSSIA'S DESCENT BY SEA. bbox=[862, 728, 993, 740]
article-dateline: (Times and Sydney Sun Services.) London, Oct. 4. bbox=[17, 1713, 197, 1734]
article-paragraph: After a prolonged drought, a heavy shower of rain fell at midday to-day. There were intermittent light showers during the afternoon, and at seven o'clock to-night a light rain set in, continuing all the evening. At eleven o'clock rain was falling heavily, with every appearance of continuing for some hours. Twenty-four hours' rain would be of immense incalculable benefit to the wheat crops, and adult and young stock. bbox=[1247, 1265, 1450, 1379]
article-paragraph: The Kreuz Zeitung similarly scoffs at the idea of 150,000 troops landing to support Serbia. bbox=[828, 1347, 1027, 1371]
article-subhead: UNDER GENERAL MACKENSEN. bbox=[431, 92, 583, 103]
article-subhead: BULGARIA'S TRAGIC COMPLIANCE. bbox=[843, 1396, 1013, 1407]
section-heading: ON THE SEA. bbox=[1069, 1157, 1206, 1181]
divider bbox=[1523, 632, 1605, 633]
article-subhead: LANDING OF THE ALLIES WELCOMED. bbox=[836, 964, 1019, 975]
article-dateline: Received Oct. 5, 8.55 p.m. London, Oct. 5. bbox=[427, 1676, 587, 1686]
article-paragraph: Lausanne reports state that three Bavarian Generals have been retired as a result of defeats on the East front. bbox=[1247, 710, 1450, 747]
article-subhead: NORTH OTAGO DROUGHT BROKEN. bbox=[1264, 1224, 1433, 1235]
article-dateline: Received Oct. 5, 5.5 p.m. Amsterdam, Oct. 4. bbox=[1264, 233, 1433, 243]
article-paragraph: A message from Petrograd states that a fully equipped Russian squadron has left Odessa under sealed orders. It is presumed that Russia is preparing an attack on Bulgaria by sea and land. The coastal waters are known to be mined. bbox=[828, 641, 1027, 703]
article-dateline: Received Oct. 6, 12.50 a.m. London, Oct. 5. bbox=[1055, 1201, 1219, 1211]
article-paragraph: Mountain Knight has also been scratched for the Victorian Amateur Turf Club engagements. His withdrawal was wise, for the reason that he was rather tender after the Derby. Then the colt came back sore, and it was seen that he could not go on. This, experts say, could have been caused by one of several trivial causes, which may have been overcome, but the stable were not prepared to take risks. Mountain Knight is nothing like a dead one, as he did show work to-day. As he was a hot favourite for the Caulfield Cup his withdrawal has caused some disappointment. bbox=[1247, 1445, 1450, 1597]
article-paragraph: At a meeting, a heckler asked General Hertzog whether, if Britain were at war, he would favour restoring South-West Africa to the Germans. bbox=[210, 1624, 395, 1674]
article-dateline: Received Oct. 5, 5.5 p.m. Rome, Oct. 4. bbox=[853, 76, 1002, 86]
article-paragraph: The landing of the Anglo-French Balkan expeditionary force is not yet officially announced, but from Greek newspapers' comments there is a clear assumption that the landing is progressing or has been completed. bbox=[828, 758, 1027, 820]
article-paragraph: While the people of Constantinople are puzzled at the non-arrival of British prisoners there, they would—could they visit the Peninsula—be enlightened as to the thoroughly wholesome and fit condition of the Turks. The Allied forces have taken quite a number of prisoners, and there have been several deserters from the Turkish lines. bbox=[1461, 743, 1668, 831]
article-paragraph: The Central Control Board is further reducing the hours for the sale of liquor. In London they will be restricted from noon to 2.30 p.m., and from six to nine in the evening. Permits will be granted to night workers to obtain necessary refreshments. bbox=[1038, 121, 1236, 196]
article-dateline: Melbourne, Oct. 5. bbox=[1102, 1440, 1172, 1451]
article-headline: THE DARDANELLES. bbox=[243, 1327, 361, 1340]
article-paragraph: Il Messagero's Bucharest correspondent says that M. Savoff has gone to Berlin to explain the situation of the Bulgarian army, and to ask Germany for immediate military support. bbox=[828, 430, 1027, 479]
article-dateline: (Times and Sydney Sun Services.) London, Oct. 4. bbox=[1254, 602, 1443, 612]
article-paragraph: The Echo de Paris says that the British and French are in complete agreement over the Balkans situation, and military measures have been prepared. There are eighty thousand Austro-Germans on the Serbian frontier, with an enormous concentration behind. bbox=[406, 394, 608, 469]
article-paragraph: The newspapers discuss the result in the event of Bulgaria partaking in the war, and have published frontier maps, with special articles showing the strengths of the Balkan States. bbox=[406, 1342, 608, 1391]
article-headline: GERMAN IMPUDENCE. bbox=[443, 1098, 571, 1111]
